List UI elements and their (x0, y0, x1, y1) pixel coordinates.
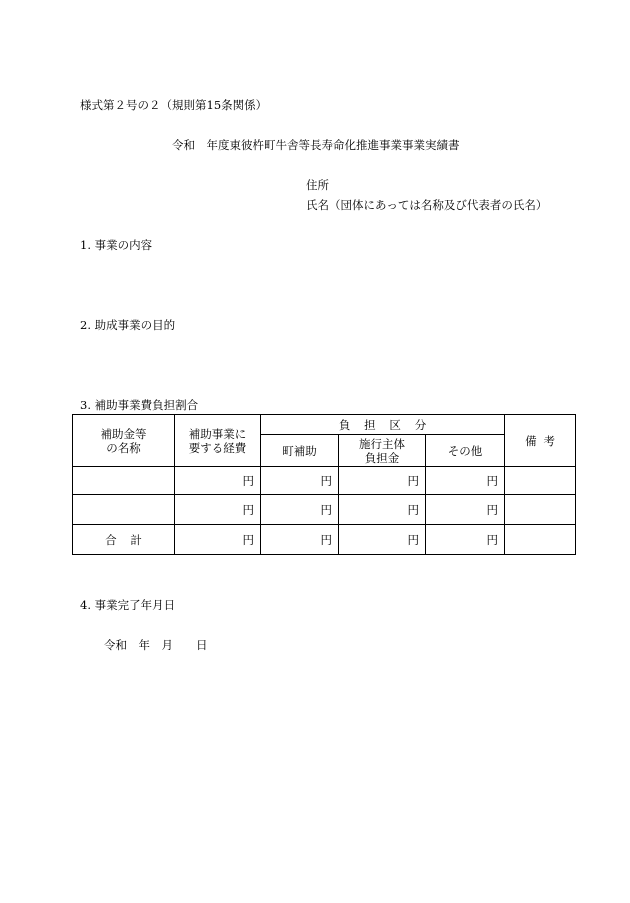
header-burden-group (261, 415, 505, 435)
form-number-label: 様式第２号の２（規則第15条関係） (80, 98, 268, 112)
cell-cost-yen: 円 (175, 467, 261, 495)
table-row (73, 467, 576, 495)
cell-other-yen: 円 (426, 495, 505, 525)
cell-town-yen: 円 (261, 467, 339, 495)
cell-remarks[interactable] (505, 525, 576, 555)
header-project-cost (175, 415, 261, 467)
header-burden-group-text: 負担区分 (338, 417, 441, 432)
header-subsidy-name-line1: 補助金等 (100, 426, 147, 441)
header-subsidy-name (73, 415, 175, 467)
cell-other-yen: 円 (426, 467, 505, 495)
cell-subsidy-name[interactable] (73, 467, 175, 495)
header-project-cost-line1: 補助事業に (188, 426, 247, 441)
header-executor-burden (339, 435, 426, 467)
name-label: 氏名（団体にあっては名称及び代表者の氏名） (306, 198, 548, 212)
header-executor-burden-line1: 施行主体 (359, 436, 405, 451)
header-subsidy-name-line2: の名称 (106, 440, 141, 455)
cell-total-label (73, 525, 175, 555)
cell-subsidy-name[interactable] (73, 495, 175, 525)
header-executor-burden-line2: 負担金 (364, 450, 400, 465)
table-row (73, 495, 576, 525)
cell-cost-yen: 円 (175, 525, 261, 555)
section-3-heading: 3. 補助事業費負担割合 (80, 398, 199, 412)
table-row-total (73, 525, 576, 555)
completion-date: 令和 年 月 日 (104, 638, 208, 652)
cell-town-yen: 円 (261, 525, 339, 555)
address-label: 住所 (306, 178, 329, 192)
total-label-text: 合計 (105, 532, 156, 547)
section-4-heading: 4. 事業完了年月日 (80, 598, 176, 612)
cell-town-yen: 円 (261, 495, 339, 525)
cell-remarks[interactable] (505, 467, 576, 495)
header-other: その他 (426, 435, 505, 467)
header-remarks (505, 415, 576, 467)
cell-executor-yen: 円 (339, 495, 426, 525)
subsidy-burden-table (72, 414, 576, 555)
cell-executor-yen: 円 (339, 525, 426, 555)
section-1-heading: 1. 事業の内容 (80, 238, 153, 252)
header-town-subsidy: 町補助 (261, 435, 339, 467)
header-remarks-text: 備考 (525, 433, 562, 448)
cell-cost-yen: 円 (175, 495, 261, 525)
document-title: 令和 年度東彼杵町牛舎等長寿命化推進事業事業実績書 (172, 138, 460, 152)
cell-remarks[interactable] (505, 495, 576, 525)
cell-other-yen: 円 (426, 525, 505, 555)
cell-executor-yen: 円 (339, 467, 426, 495)
header-project-cost-line2: 要する経費 (188, 440, 247, 455)
section-2-heading: 2. 助成事業の目的 (80, 318, 176, 332)
